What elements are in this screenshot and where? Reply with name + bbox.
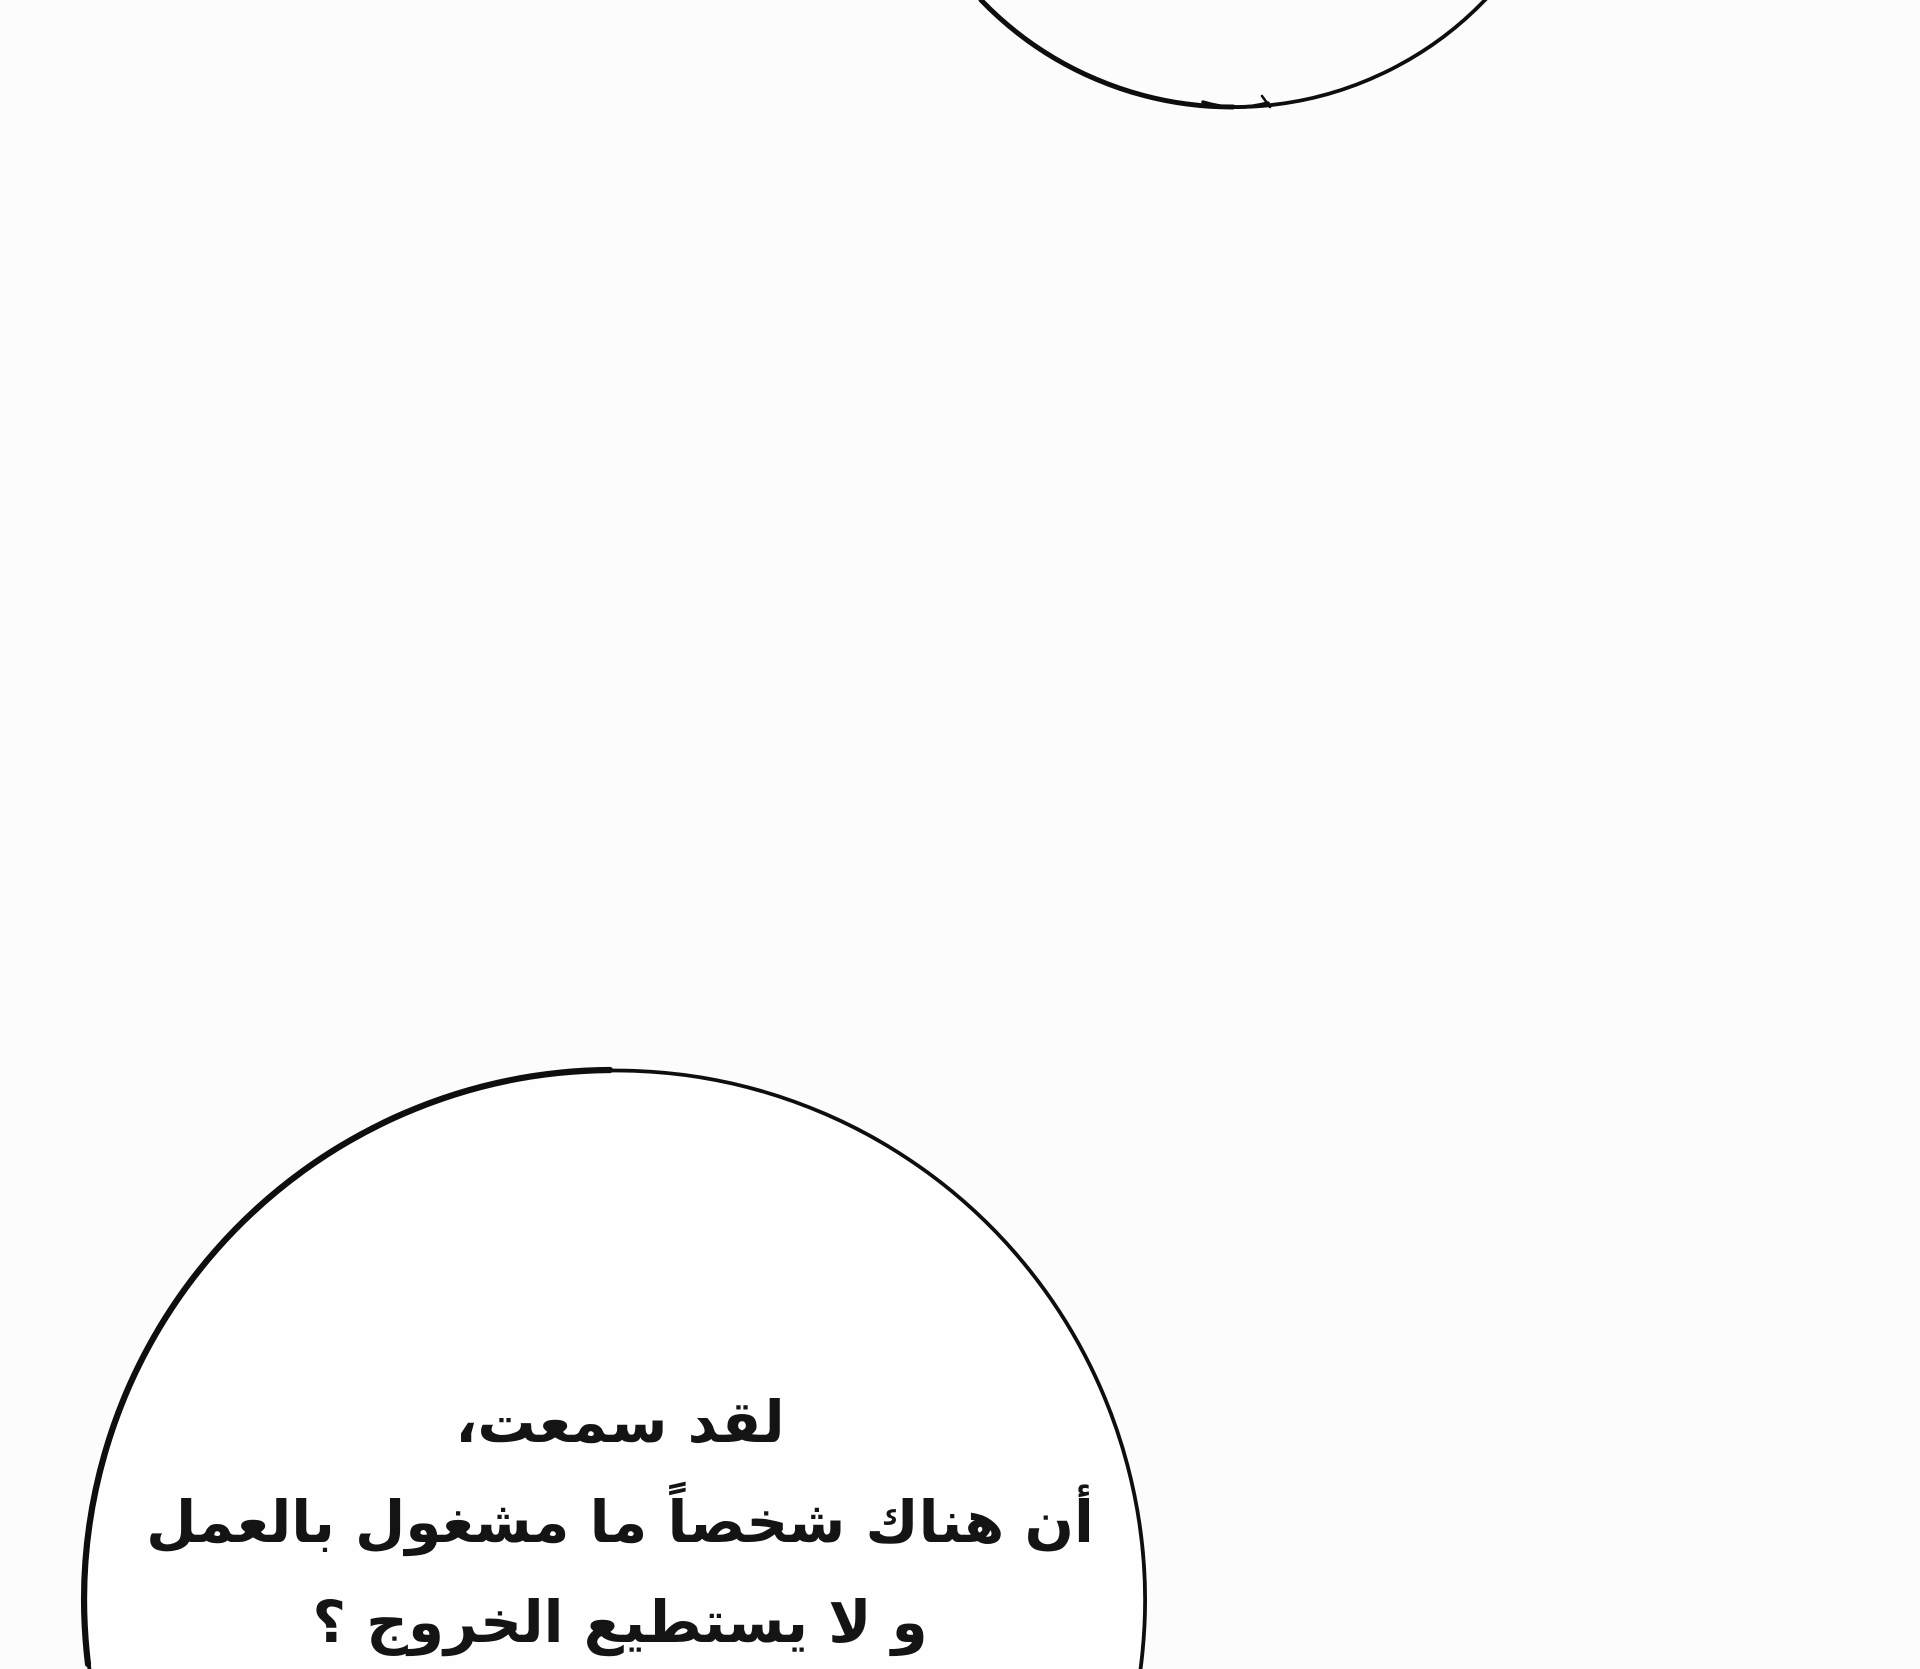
dialogue-line-3: و لا يستطيع الخروج ؟ [312, 1588, 928, 1656]
bottom-bubble-dialogue [70, 1372, 1170, 1669]
dialogue-line-2: أن هناك شخصاً ما مشغول بالعمل [146, 1488, 1094, 1556]
dialogue-line-1: لقد سمعت، [455, 1388, 785, 1456]
speech-bubble-top [970, 0, 1496, 107]
speech-bubble-top-outline-thick-stroke [981, 0, 1233, 107]
